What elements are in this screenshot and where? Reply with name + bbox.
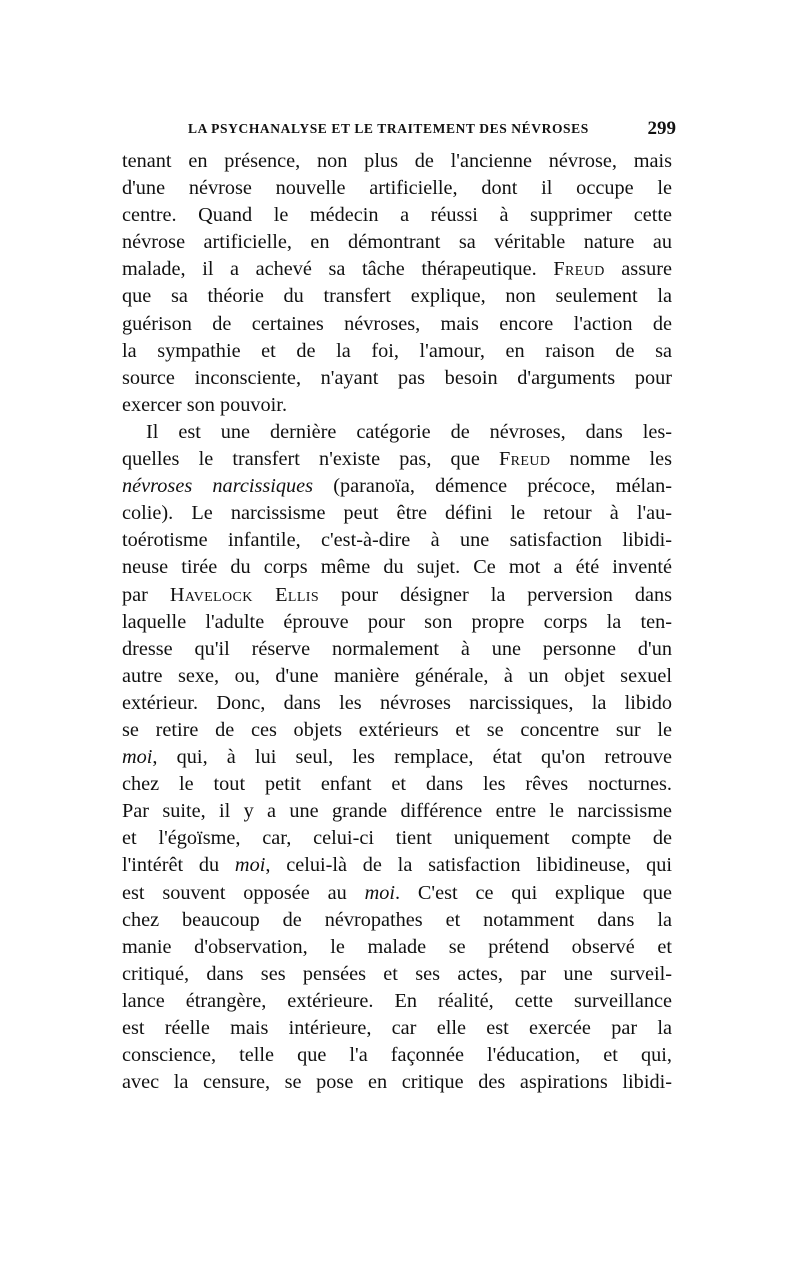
text-run: est réelle mais intérieure, car elle est exercée par la: [122, 1017, 672, 1039]
text-run: exercer son pouvoir.: [122, 393, 288, 416]
text-line: [122, 582, 672, 609]
text-line: [122, 1015, 672, 1042]
author-name: Freud: [498, 448, 551, 471]
text-run: se retire de ces objets extérieurs et se concentre sur le: [122, 718, 672, 741]
text-run: chez beaucoup de névropathes et notamment dans la: [122, 908, 672, 931]
text-line: [122, 988, 672, 1015]
text-line: [122, 717, 672, 744]
text-run: que sa théorie du transfert explique, non seulement la: [122, 285, 672, 308]
italic-term: moi: [234, 854, 266, 877]
text-line: [122, 338, 672, 365]
text-run: . C'est ce qui explique que: [395, 881, 672, 904]
text-run: , qui, à lui seul, les remplace, état qu'on retrouve: [152, 746, 672, 769]
text-line: [122, 446, 672, 473]
text-run: colie). Le narcissisme peut être défini le retour à l'au-: [122, 502, 672, 525]
text-run: toérotisme infantile, c'est-à-dire à une satisfaction libidi-: [122, 529, 672, 552]
text-line: [122, 744, 672, 771]
text-run: extérieur. Donc, dans les névroses narcissiques, la libido: [122, 691, 672, 714]
text-run: névrose artificielle, en démontrant sa véritable nature au: [122, 231, 672, 254]
text-run: neuse tirée du corps même du sujet. Ce mot a été inventé: [122, 556, 672, 579]
text-line: [122, 473, 672, 500]
running-title: LA PSYCHANALYSE ET LE TRAITEMENT DES NÉVROSES: [188, 121, 589, 136]
text-run: manie d'observation, le malade se prétend observé et: [122, 935, 672, 958]
text-line: [122, 663, 672, 690]
italic-term: moi: [364, 881, 395, 904]
text-run: (paranoïa, démence précoce, mélan-: [313, 475, 673, 498]
text-line: [122, 365, 672, 392]
text-line: [122, 527, 672, 554]
text-line: [122, 1042, 672, 1069]
text-run: lance étrangère, extérieure. En réalité, cette surveillance: [122, 989, 672, 1012]
text-line: [122, 852, 672, 879]
text-run: Il est une dernière catégorie de névroses, dans les-: [146, 420, 672, 443]
text-run: guérison de certaines névroses, mais encore l'action de: [122, 312, 672, 335]
text-line: [122, 798, 672, 825]
italic-term: névroses narcissiques: [122, 475, 314, 498]
body-text: [122, 148, 672, 1096]
text-line: [122, 880, 672, 907]
text-run: conscience, telle que l'a façonnée l'éducation, et qui,: [122, 1044, 672, 1067]
text-line: [122, 311, 672, 338]
text-line: [122, 229, 672, 256]
italic-term: moi: [122, 746, 153, 769]
text-run: autre sexe, ou, d'une manière générale, à un objet sexuel: [122, 664, 672, 687]
text-line: [122, 636, 672, 663]
text-line: [122, 148, 672, 175]
text-run: pour désigner la perversion dans: [319, 583, 673, 606]
text-run: source inconsciente, n'ayant pas besoin d'arguments pour: [122, 366, 672, 389]
text-run: dresse qu'il réserve normalement à une personne d'un: [122, 637, 672, 660]
text-line: [122, 771, 672, 798]
text-run: par: [122, 583, 170, 606]
text-line: [122, 392, 672, 419]
text-line: [122, 961, 672, 988]
text-run: laquelle l'adulte éprouve pour son propre corps la ten-: [122, 610, 672, 633]
text-run: chez le tout petit enfant et dans les rêves nocturnes.: [122, 773, 672, 796]
text-line: [122, 934, 672, 961]
text-run: d'une névrose nouvelle artificielle, dont il occupe le: [122, 177, 672, 200]
text-run: l'intérêt du: [122, 854, 235, 877]
text-line: [122, 500, 672, 527]
text-run: critiqué, dans ses pensées et ses actes, par une surveil-: [122, 962, 672, 985]
text-run: tenant en présence, non plus de l'ancienne névrose, mais: [122, 150, 672, 172]
text-run: malade, il a achevé sa tâche thérapeutique.: [122, 258, 554, 281]
text-line: [122, 283, 672, 310]
text-run: , celui-là de la satisfaction libidineuse, qui: [265, 854, 672, 877]
text-run: Par suite, il y a une grande différence entre le narcissisme: [122, 800, 672, 823]
author-name: Freud: [553, 258, 605, 281]
text-line: [122, 825, 672, 852]
text-run: nomme les: [550, 448, 672, 471]
text-line: [122, 609, 672, 636]
page-header: [188, 118, 676, 142]
text-line: [122, 907, 672, 934]
text-line: [122, 256, 672, 283]
text-line: [122, 554, 672, 581]
text-line: [122, 419, 672, 446]
text-line: [122, 690, 672, 717]
text-line: [122, 202, 672, 229]
author-name: Havelock Ellis: [169, 583, 320, 606]
text-run: avec la censure, se pose en critique des aspirations libidi-: [122, 1071, 672, 1094]
text-line: [122, 175, 672, 202]
page-number: 299: [647, 118, 676, 139]
text-line: [122, 1069, 672, 1096]
text-run: centre. Quand le médecin a réussi à supprimer cette: [122, 204, 672, 227]
text-run: assure: [604, 258, 672, 281]
text-run: est souvent opposée au: [122, 881, 365, 904]
text-run: la sympathie et de la foi, l'amour, en raison de sa: [122, 339, 672, 362]
text-run: et l'égoïsme, car, celui-ci tient uniquement compte de: [122, 827, 672, 850]
text-run: quelles le transfert n'existe pas, que: [122, 448, 499, 471]
